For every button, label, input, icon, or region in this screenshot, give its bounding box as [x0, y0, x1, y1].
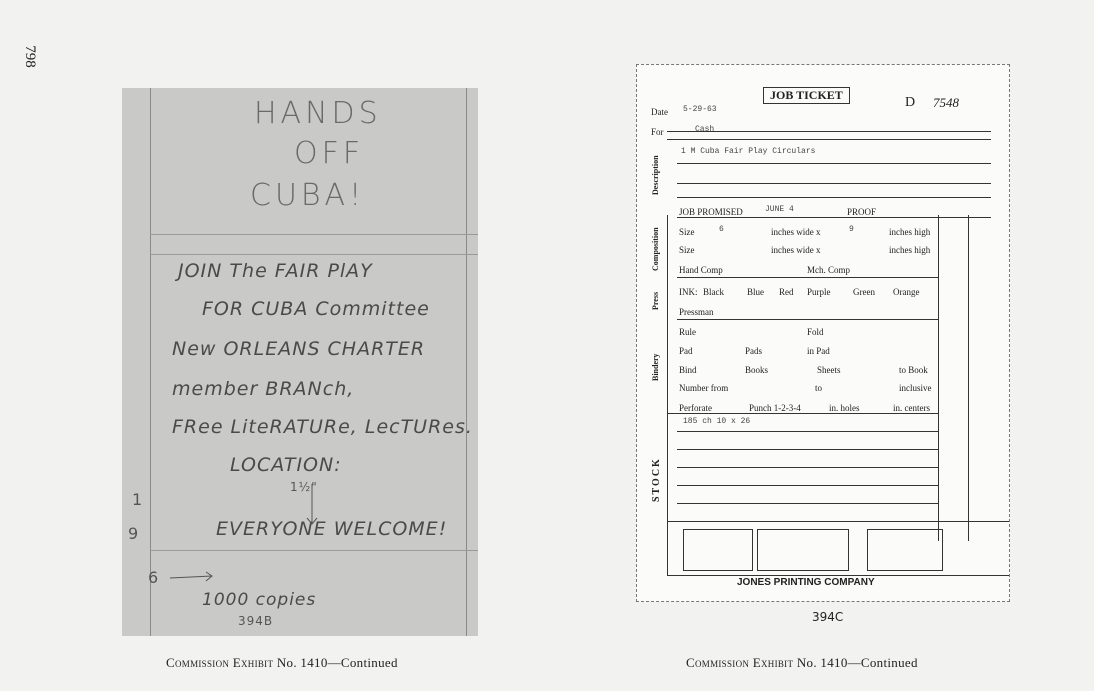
to-book-label: to Book: [899, 365, 928, 375]
handbill-line-3: New ORLEANS CHARTER: [172, 338, 426, 360]
date-value: 5-29-63: [683, 105, 717, 114]
bindery-rule: [667, 413, 939, 414]
caption-prefix: Commission Exhibit: [686, 655, 794, 670]
ink-green: Green: [853, 287, 875, 297]
stock-section-label: STOCK: [651, 457, 662, 503]
inclusive-label: inclusive: [899, 383, 932, 393]
ticket-number: 7548: [933, 95, 959, 110]
headline-line-2: OFF: [294, 136, 365, 171]
perforate-label: Perforate: [679, 403, 712, 413]
fold-label: Fold: [807, 327, 824, 337]
stock-box: [757, 529, 849, 571]
ink-purple: Purple: [807, 287, 831, 297]
exhibit-reference: 394B: [238, 614, 274, 628]
job-rule: [677, 217, 991, 218]
for-value: Cash: [695, 125, 715, 134]
ruled-line: [150, 254, 478, 255]
ink-label: INK:: [679, 287, 698, 297]
ink-black: Black: [703, 287, 724, 297]
desc-rule: [677, 183, 991, 184]
bindery-section-label: Bindery: [651, 353, 660, 381]
date-label: Date: [651, 107, 668, 117]
mch-comp-label: Mch. Comp: [807, 265, 851, 275]
stock-rule: [677, 485, 939, 486]
dimension-note: 1½": [290, 480, 318, 494]
date-rule: [667, 131, 991, 132]
ink-blue: Blue: [747, 287, 764, 297]
ticket-letter: D: [905, 95, 916, 110]
ruled-line: [150, 550, 478, 551]
ticket-inner-rule: [938, 215, 939, 541]
stock-rule: [667, 521, 1009, 522]
handbill-line-6: LOCATION:: [230, 454, 342, 476]
right-caption: [686, 655, 918, 671]
description-value: 1 M Cuba Fair Play Circulars: [681, 147, 816, 156]
hand-comp-label: Hand Comp: [679, 265, 723, 275]
for-label: For: [651, 127, 664, 137]
ticket-title: JOB TICKET: [763, 87, 850, 104]
ticket-inner-rule-2: [968, 215, 969, 541]
handbill-line-4: member BRANch,: [172, 378, 355, 400]
caption-rest: No. 1410—Continued: [276, 655, 398, 670]
job-ticket: [636, 64, 1010, 602]
margin-note-2: 9: [128, 524, 140, 543]
caption-prefix: Commission Exhibit: [166, 655, 274, 670]
headline-line-3: CUBA!: [250, 178, 366, 213]
margin-note-3: 6: [148, 568, 160, 587]
pressman-label: Pressman: [679, 307, 714, 317]
desc-rule: [677, 197, 991, 198]
pads-label: Pads: [745, 346, 763, 356]
copies-note: 1000 copies: [202, 590, 317, 610]
company-name: JONES PRINTING COMPANY: [737, 577, 875, 588]
size-label-1: Size: [679, 227, 695, 237]
ruled-line: [150, 234, 478, 235]
handbill-line-5: FRee LiteRATURe, LecTURes.: [172, 416, 473, 438]
composition-section-label: Composition: [651, 227, 660, 271]
stock-box: [867, 529, 943, 571]
for-rule: [667, 139, 991, 140]
size-width: 6: [719, 225, 724, 234]
desc-rule: [677, 163, 991, 164]
inches-wide-1: inches wide x: [771, 227, 821, 237]
punch-label: Punch 1-2-3-4: [749, 403, 801, 413]
margin-rule-right: [466, 88, 467, 636]
page-number: 798: [21, 45, 38, 68]
press-rule: [677, 319, 939, 320]
handbill-line-2: FOR CUBA Committee: [202, 298, 430, 320]
dimension-arrow: [272, 480, 352, 530]
company-rule: [667, 575, 1009, 576]
books-label: Books: [745, 365, 769, 375]
ticket-left-rule: [667, 215, 668, 575]
arrow-right-icon: [168, 568, 218, 584]
in-centers-label: in. centers: [893, 403, 930, 413]
comp-rule: [677, 277, 939, 278]
in-pad-label: in Pad: [807, 346, 830, 356]
margin-rule: [150, 88, 151, 636]
stock-rule: [677, 503, 939, 504]
number-from-label: Number from: [679, 383, 729, 393]
margin-note-1: 1: [132, 490, 144, 509]
inches-high-1: inches high: [889, 227, 931, 237]
ink-orange: Orange: [893, 287, 920, 297]
stock-rule: [677, 449, 939, 450]
size-height: 9: [849, 225, 854, 234]
left-caption: [166, 655, 398, 671]
in-holes-label: in. holes: [829, 403, 860, 413]
to-label: to: [815, 383, 823, 393]
size-label-2: Size: [679, 245, 695, 255]
proof-label: PROOF: [847, 207, 877, 217]
headline-line-1: HANDS: [254, 96, 382, 131]
handbill-line-7: EVERYONE WELCOME!: [216, 518, 448, 540]
stock-box: [683, 529, 753, 571]
handbill-exhibit: [122, 88, 478, 636]
stock-rule: [677, 467, 939, 468]
sheets-label: Sheets: [817, 365, 841, 375]
rule-label: Rule: [679, 327, 696, 337]
job-promised-label: JOB PROMISED: [679, 207, 743, 217]
description-section-label: Description: [651, 155, 660, 195]
job-promised-value: JUNE 4: [765, 205, 794, 214]
stock-rule: [677, 431, 939, 432]
caption-rest: No. 1410—Continued: [796, 655, 918, 670]
ticket-reference: 394C: [812, 610, 844, 624]
stock-value: 185 ch 10 x 26: [683, 417, 751, 426]
handbill-line-1: JOIN The FAIR PlAY: [178, 260, 373, 282]
press-section-label: Press: [651, 291, 660, 311]
inches-wide-2: inches wide x: [771, 245, 821, 255]
bind-label: Bind: [679, 365, 697, 375]
pad-label: Pad: [679, 346, 693, 356]
ink-red: Red: [779, 287, 794, 297]
inches-high-2: inches high: [889, 245, 931, 255]
